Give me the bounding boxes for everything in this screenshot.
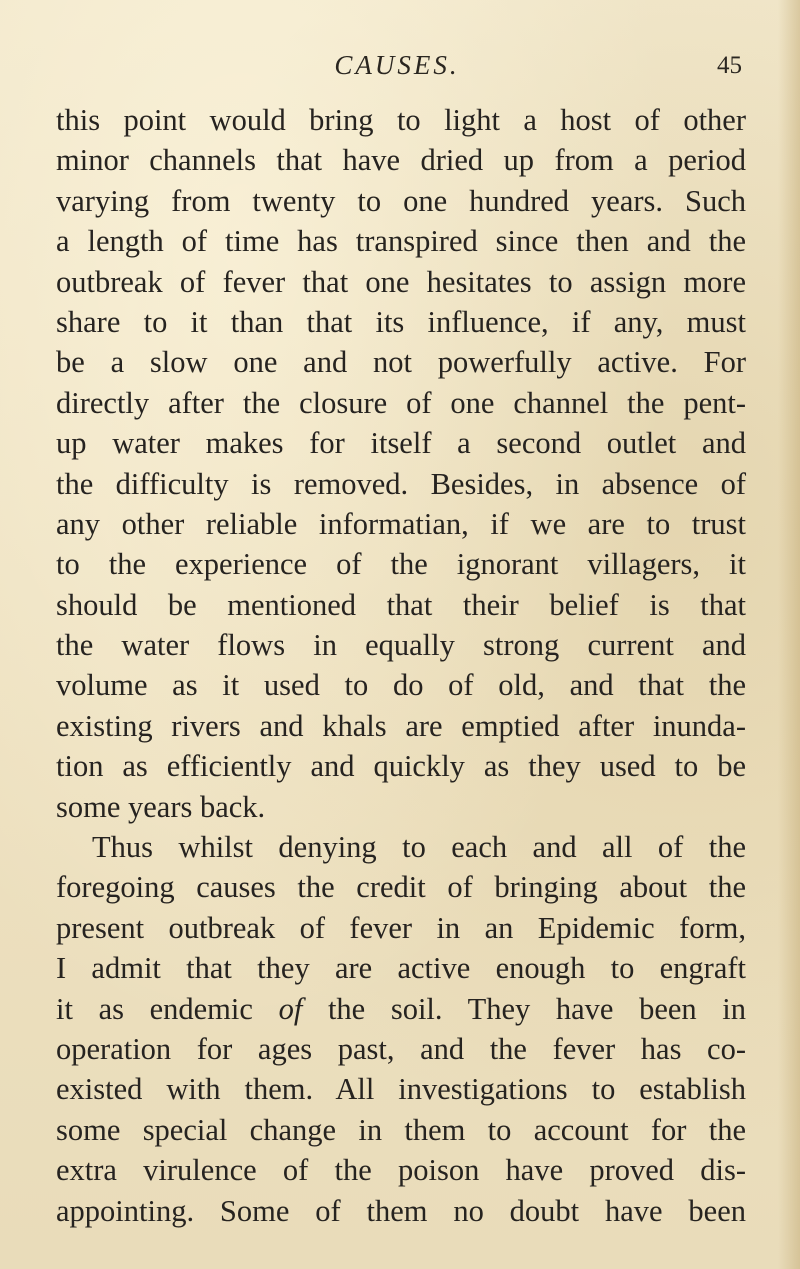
body-text xyxy=(56,100,746,1231)
text-line: varying from twenty to one hundred years. Such xyxy=(56,183,746,218)
text-line: tion as efficiently and quickly as they used to be xyxy=(56,749,746,784)
text-line: this point would bring to light a host of other xyxy=(56,103,746,137)
text-line: directly after the closure of one channel the pent- xyxy=(56,385,746,420)
text-line: volume as it used to do of old, and that the xyxy=(56,668,746,703)
text-line: extra virulence of the poison have proved dis- xyxy=(56,1153,746,1188)
text-line: operation for ages past, and the fever has co- xyxy=(56,1031,746,1066)
text-line: the water flows in equally strong current and xyxy=(56,628,746,663)
text-segment: the soil. They have been in xyxy=(327,991,747,1026)
text-line: the difficulty is removed. Besides, in absence of xyxy=(56,466,746,501)
page-edge-shadow xyxy=(778,0,800,1269)
text-line: be a slow one and not powerfully active. For xyxy=(56,345,746,380)
text-line-paragraph-end: some years back. xyxy=(56,789,266,824)
italic-word: of xyxy=(278,991,303,1026)
text-line: existing rivers and khals are emptied after inunda- xyxy=(56,708,746,743)
text-line: share to it than that its influence, if any, must xyxy=(56,304,746,339)
text-line: minor channels that have dried up from a period xyxy=(56,143,746,178)
text-segment: it as endemic xyxy=(56,991,253,1026)
page-header xyxy=(52,44,742,84)
text-line: up water makes for itself a second outlet and xyxy=(56,426,746,461)
text-line-with-italic xyxy=(56,989,746,1029)
text-line-paragraph-start: Thus whilst denying to each and all of the xyxy=(92,830,746,865)
text-line: outbreak of fever that one hesitates to assign more xyxy=(56,264,746,299)
text-line: any other reliable informatian, if we are to trust xyxy=(56,506,746,541)
text-line: I admit that they are active enough to engraft xyxy=(56,951,746,986)
text-line: to the experience of the ignorant villagers, it xyxy=(56,547,746,582)
text-line: a length of time has transpired since then and the xyxy=(56,224,746,259)
running-head: CAUSES. xyxy=(334,50,460,80)
text-line: present outbreak of fever in an Epidemic form, xyxy=(56,910,746,945)
text-line: should be mentioned that their belief is that xyxy=(56,587,746,622)
text-line: existed with them. All investigations to establish xyxy=(56,1072,746,1107)
text-line: appointing. Some of them no doubt have been xyxy=(56,1193,746,1228)
page-number: 45 xyxy=(717,52,742,79)
text-line: some special change in them to account for the xyxy=(56,1112,746,1147)
text-line: foregoing causes the credit of bringing about the xyxy=(56,870,746,905)
